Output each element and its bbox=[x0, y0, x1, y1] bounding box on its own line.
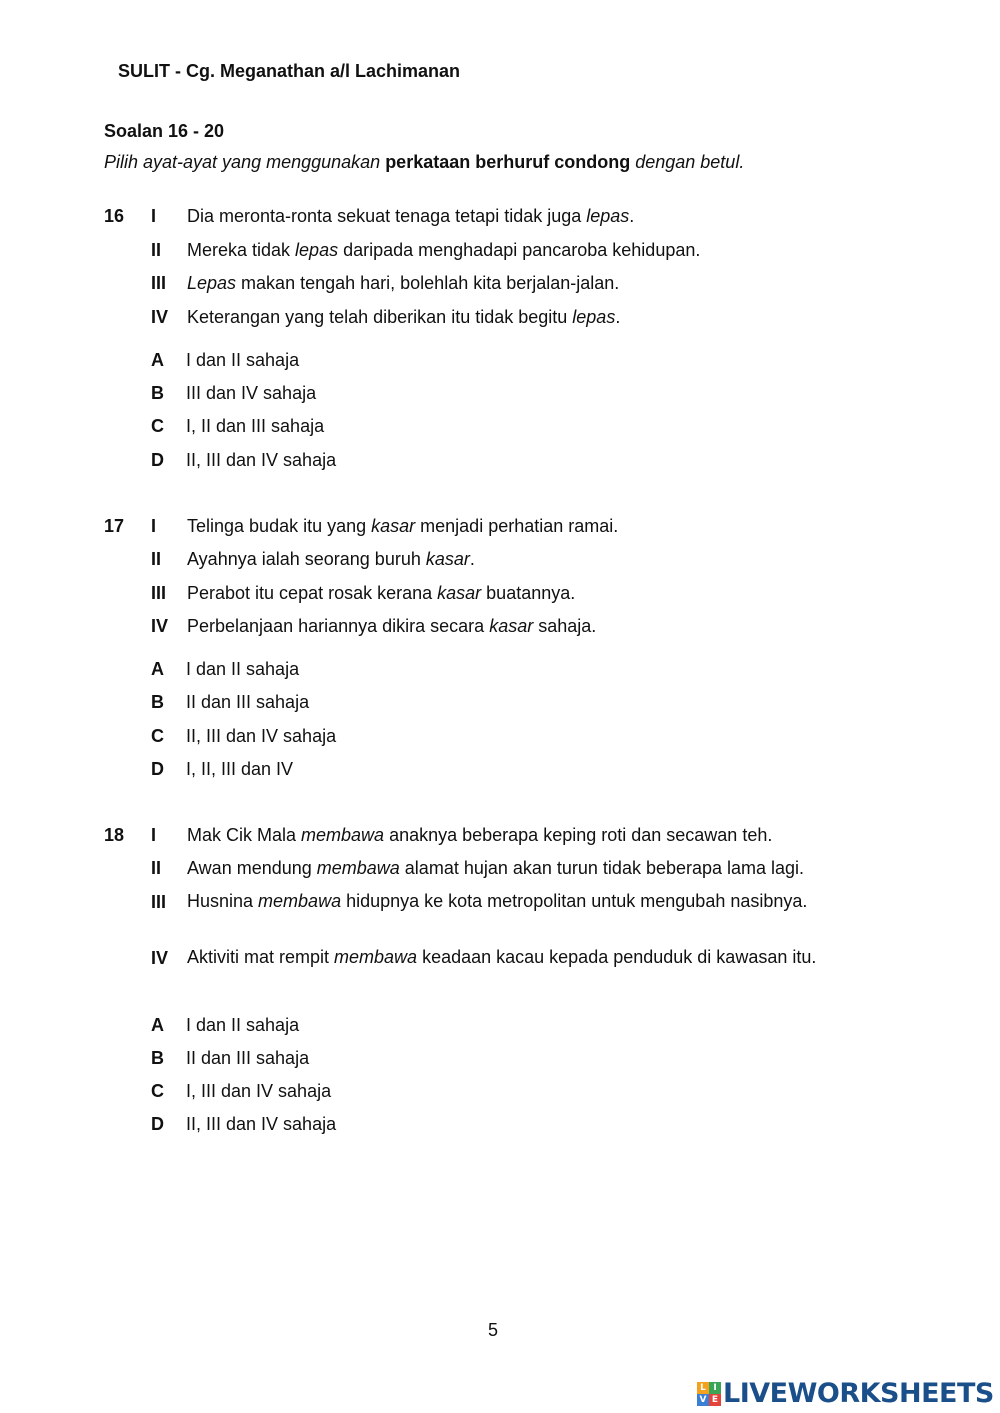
statement-pre: Dia meronta-ronta sekuat tenaga tetapi tidak juga bbox=[187, 206, 587, 226]
option-letter: A bbox=[151, 350, 164, 370]
question-number: 18 bbox=[104, 825, 125, 845]
option-text: II dan III sahaja bbox=[186, 692, 310, 712]
statement-pre: Mereka tidak bbox=[187, 240, 296, 260]
statement-pre: Perabot itu cepat rosak kerana bbox=[187, 583, 438, 603]
statement-keyword: membawa bbox=[334, 947, 418, 967]
logo-tile: I bbox=[709, 1382, 721, 1394]
option-text: II, III dan IV sahaja bbox=[186, 726, 337, 746]
option-text: I dan II sahaja bbox=[186, 659, 300, 679]
option-text: II dan III sahaja bbox=[186, 1048, 310, 1068]
statement-keyword: membawa bbox=[258, 891, 342, 911]
statement-roman: II bbox=[151, 240, 162, 260]
statement-roman: III bbox=[151, 583, 167, 603]
statement-text bbox=[187, 890, 872, 913]
statement-keyword: Lepas bbox=[187, 273, 237, 293]
option-text: I, II, III dan IV bbox=[186, 759, 294, 779]
option-letter: B bbox=[151, 383, 164, 403]
brand-name: LIVEWORKSHEETS bbox=[723, 1378, 994, 1409]
statement-pre: Keterangan yang telah diberikan itu tidak begitu bbox=[187, 307, 573, 327]
statement-post: . bbox=[469, 549, 475, 569]
question-number: 17 bbox=[104, 516, 125, 536]
option-letter: A bbox=[151, 1015, 164, 1035]
statement-pre: Ayahnya ialah seorang buruh bbox=[187, 549, 426, 569]
statement-keyword: kasar bbox=[437, 583, 482, 603]
option-letter: B bbox=[151, 692, 164, 712]
statement-post: anaknya beberapa keping roti dan secawan teh. bbox=[384, 825, 773, 845]
statement-post: makan tengah hari, bolehlah kita berjalan-jalan. bbox=[236, 273, 620, 293]
statement-keyword: membawa bbox=[316, 858, 400, 878]
option-letter: C bbox=[151, 1081, 164, 1101]
statement-post: buatannya. bbox=[481, 583, 576, 603]
statement-roman: I bbox=[151, 206, 157, 226]
instruction-pre: Pilih ayat-ayat yang menggunakan bbox=[104, 152, 386, 172]
statement-post: . bbox=[629, 206, 635, 226]
statement-roman: III bbox=[151, 273, 167, 293]
document-header: SULIT - Cg. Meganathan a/l Lachimanan bbox=[118, 61, 461, 81]
statement-post: menjadi perhatian ramai. bbox=[415, 516, 619, 536]
statement-text bbox=[187, 549, 475, 570]
liveworksheets-logo-icon bbox=[697, 1382, 721, 1406]
statement-roman: II bbox=[151, 549, 162, 569]
statement-post: keadaan kacau kepada penduduk di kawasan itu. bbox=[417, 947, 817, 967]
option-letter: D bbox=[151, 1114, 164, 1134]
option-text: II, III dan IV sahaja bbox=[186, 450, 337, 470]
option-text: II, III dan IV sahaja bbox=[186, 1114, 337, 1134]
statement-text bbox=[187, 240, 700, 261]
statement-text bbox=[187, 273, 619, 294]
statement-pre: Perbelanjaan hariannya dikira secara bbox=[187, 616, 490, 636]
statement-pre: Mak Cik Mala bbox=[187, 825, 302, 845]
instruction-bold: perkataan berhuruf condong bbox=[385, 152, 631, 172]
statement-text bbox=[187, 516, 618, 537]
statement-post: . bbox=[615, 307, 621, 327]
statement-keyword: membawa bbox=[301, 825, 385, 845]
section-title: Soalan 16 - 20 bbox=[104, 121, 225, 141]
logo-tile: V bbox=[697, 1394, 709, 1406]
liveworksheets-brand[interactable] bbox=[697, 1378, 994, 1409]
statement-text bbox=[187, 825, 772, 846]
statement-roman: IV bbox=[151, 948, 169, 968]
section-instruction bbox=[104, 152, 744, 173]
option-text: I, III dan IV sahaja bbox=[186, 1081, 332, 1101]
statement-keyword: kasar bbox=[489, 616, 534, 636]
option-letter: D bbox=[151, 450, 164, 470]
option-letter: B bbox=[151, 1048, 164, 1068]
option-text: I dan II sahaja bbox=[186, 350, 300, 370]
statement-roman: II bbox=[151, 858, 162, 878]
statement-pre: Telinga budak itu yang bbox=[187, 516, 372, 536]
statement-text bbox=[187, 206, 634, 227]
statement-roman: IV bbox=[151, 307, 169, 327]
statement-keyword: kasar bbox=[371, 516, 416, 536]
statement-text bbox=[187, 307, 620, 328]
statement-post: sahaja. bbox=[533, 616, 597, 636]
option-letter: A bbox=[151, 659, 164, 679]
option-text: I dan II sahaja bbox=[186, 1015, 300, 1035]
statement-post: hidupnya ke kota metropolitan untuk mengubah nasibnya. bbox=[341, 891, 808, 911]
statement-keyword: lepas bbox=[295, 240, 339, 260]
logo-tile: E bbox=[709, 1394, 721, 1406]
statement-roman: I bbox=[151, 516, 157, 536]
statement-pre: Aktiviti mat rempit bbox=[187, 947, 335, 967]
option-letter: D bbox=[151, 759, 164, 779]
statement-roman: III bbox=[151, 892, 167, 912]
option-text: I, II dan III sahaja bbox=[186, 416, 325, 436]
option-letter: C bbox=[151, 726, 164, 746]
statement-pre: Husnina bbox=[187, 891, 259, 911]
statement-post: daripada menghadapi pancaroba kehidupan. bbox=[338, 240, 701, 260]
option-letter: C bbox=[151, 416, 164, 436]
instruction-post: dengan betul. bbox=[630, 152, 745, 172]
question-number: 16 bbox=[104, 206, 125, 226]
logo-tile: L bbox=[697, 1382, 709, 1394]
statement-post: alamat hujan akan turun tidak beberapa lama lagi. bbox=[399, 858, 805, 878]
statement-pre: Awan mendung bbox=[187, 858, 317, 878]
statement-text bbox=[187, 858, 804, 879]
statement-text bbox=[187, 946, 859, 969]
option-text: III dan IV sahaja bbox=[186, 383, 317, 403]
statement-roman: IV bbox=[151, 616, 169, 636]
statement-keyword: lepas bbox=[586, 206, 630, 226]
statement-text bbox=[187, 583, 575, 604]
statement-keyword: kasar bbox=[425, 549, 470, 569]
statement-roman: I bbox=[151, 825, 157, 845]
statement-text bbox=[187, 616, 596, 637]
statement-keyword: lepas bbox=[572, 307, 616, 327]
page-number: 5 bbox=[488, 1320, 499, 1340]
